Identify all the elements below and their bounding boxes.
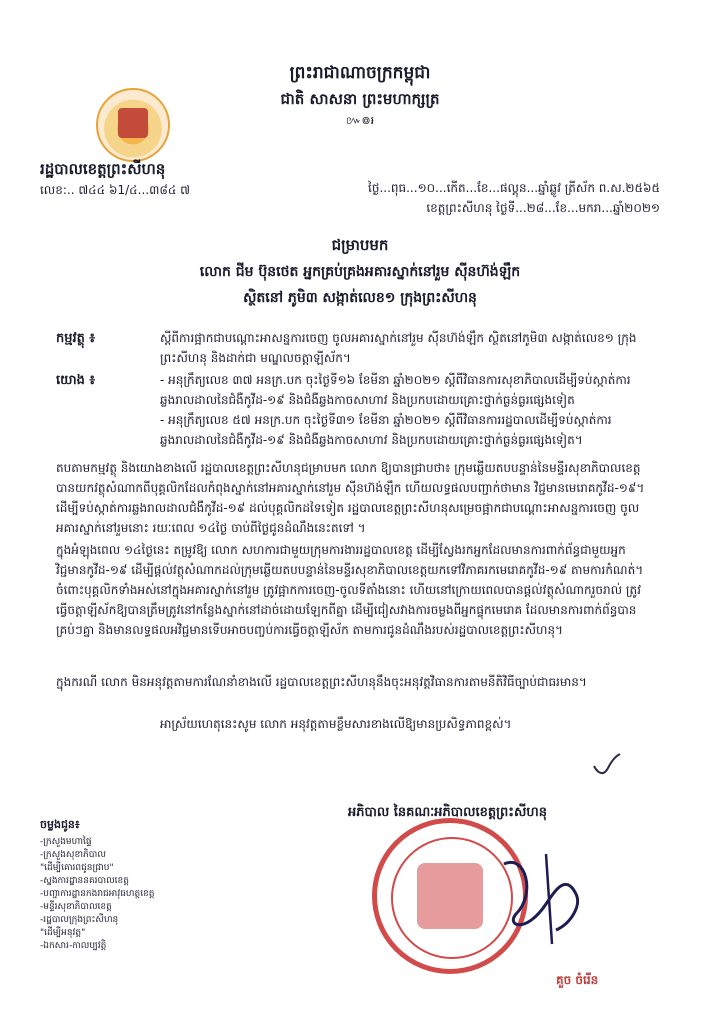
provincial-emblem-icon [96, 88, 170, 162]
lunar-date: ថ្ងៃ...ពុធ...១០...កើត...ខែ...ផល្គុន...ឆ្នាំឆ្លូវ ត្រីស័ក ព.ស.២៥៦៥ [368, 181, 660, 195]
addressee-location: ស្ថិតនៅ ភូមិ៣ សង្កាត់លេខ១ ក្រុងព្រះសីហនុ [243, 290, 477, 306]
cc-item: -ឯកសារ-កាលប្បវត្តិ [40, 941, 107, 951]
body-paragraph-1: តបតាមកម្មវត្ថុ និងយោងខាងលើ រដ្ឋបាលខេត្តព្រះសីហនុជម្រាបមក លោក ឱ្យបានជ្រាបថា៖ ក្រុមឆ្លើយតបបន្ទាន់នៃមន្ទីរសុខាភិបាលខេត្តបានយកវត្ថុសំណាកពីបុគ្គលិកដែលកំពុងស្នាក់នៅអគារស្នាក់នៅរួម ស៊ីនហ៊ង់ឡឹក ហើយលទ្ធផលបញ្ជាក់ថាមាន វិជ្ជមានមេរោគកូវីដ-១៩។ ដើម្បីទប់ស្កាត់ការឆ្លងរាលដាលជំងឺកូវីដ-១៩ ដល់បុគ្គលិកដទៃទៀត រដ្ឋបាលខេត្តព្រះសីហនុសម្រេចផ្អាកជាបណ្តោះអាសន្នការចេញ ចូលអគារស្នាក់នៅរួមនោះ រយៈពេល ១៤ថ្ងៃ ចាប់ពីថ្ងៃជូនដំណឹងនេះតទៅ ។ [56, 461, 645, 535]
signatory-title: អភិបាល នៃគណៈអភិបាលខេត្តព្រះសីហនុ [348, 805, 547, 820]
body-paragraph-3: ក្នុងករណី លោក មិនអនុវត្តតាមការណែនាំខាងលើ រដ្ឋបាលខេត្តព្រះសីហនុនឹងចុះអនុវត្តវិធានការតាមនីតិវិធីច្បាប់ជាធរមាន។ [56, 675, 587, 689]
reference-label: យោង ៖ [56, 373, 96, 388]
issuing-authority: រដ្ឋបាលខេត្តព្រះសីហនុ [40, 160, 166, 178]
cc-item: -រដ្ឋបាលក្រុងព្រះសីហនុ [40, 915, 119, 925]
cc-item: -បញ្ជាការដ្ឋានកងរាជអាវុធហត្ថខេត្ត [40, 889, 155, 899]
kingdom-heading: ព្រះរាជាណាចក្រកម្ពុជា [289, 63, 431, 83]
cc-title: ចម្លងជូន៖ [40, 818, 80, 831]
reference-item: - អនុក្រឹត្យលេខ ៥៧ អនក្រ.បក ចុះថ្ងៃទី៣១ ខែមីនា ឆ្នាំ២០២១ ស្តីពីវិធានការរដ្ឋបាលដើម្បីទប់ស្កាត់ការឆ្លងរាលដាលនៃជំងឺកូវីដ-១៩ និងជំងឺឆ្លងកាចសាហាវ និងប្រកបដោយគ្រោះថ្នាក់ធ្ងន់ធ្ងរផ្សេងទៀត។ [160, 413, 612, 447]
cc-item: -ស្នងការដ្ឋាននគរបាលខេត្ត [40, 876, 129, 886]
subject-text: ស្តីពីការផ្អាកជាបណ្តោះអាសន្នការចេញ ចូលអគារស្នាក់នៅរួម ស៊ីនហ៊ង់ឡឹក ស្ថិតនៅភូមិ៣ សង្កាត់លេខ១ ក្រុងព្រះសីហនុ និងដាក់ជា មណ្ឌលចត្តាឡីស័ក។ [160, 331, 637, 365]
cc-item: -មន្ទីរសុខាភិបាលខេត្ត [40, 902, 112, 912]
reference-item: - អនុក្រឹត្យលេខ ៣៧ អនក្រ.បក ចុះថ្ងៃទី១៦ ខែមីនា ឆ្នាំ២០២១ ស្តីពីវិធានការសុខាភិបាលដើម្បីទប់ស្កាត់ការឆ្លងរាលដាលនៃជំងឺកូវីដ-១៩ និងជំងឺឆ្លងកាចសាហាវ និងប្រកបដោយគ្រោះថ្នាក់ធ្ងន់ធ្ងរផ្សេងទៀត [160, 373, 631, 407]
cc-list [40, 836, 220, 953]
reference-number: លេខ:.. ៧៤៤ ៦1/៤...៣៨៤ ៧ [40, 183, 191, 197]
closing-line: អាស្រ័យហេតុនេះសូម លោក អនុវត្តតាមខ្លឹមសារខាងលើឱ្យមានប្រសិទ្ធភាពខ្ពស់។ [160, 717, 512, 731]
reference-list [160, 370, 660, 450]
body-paragraph-2: ក្នុងអំឡុងពេល ១៤ថ្ងៃនេះ តម្រូវឱ្យ លោក សហការជាមួយក្រុមការងាររដ្ឋបាលខេត្ត ដើម្បីស្វែងរកអ្នកដែលមានការពាក់ព័ន្ធជាមួយអ្នកវិជ្ជមានកូវីដ-១៩ ដើម្បីផ្តល់វត្ថុសំណាកដល់ក្រុមឆ្លើយតបបន្ទាន់នៃមន្ទីរសុខាភិបាលខេត្តយកទៅវិភាគរកមេរោគកូវីដ-១៩ តាមការកំណត់។ ចំពោះបុគ្គលិកទាំងអស់នៅក្នុងអគារស្នាក់នៅរួម ត្រូវផ្អាកការចេញ-ចូលទីតាំងនោះ ហើយនៅក្រោយពេលបានផ្តល់វត្ថុសំណាករួចរាល់ ត្រូវធ្វើចត្តាឡីស័កឱ្យបានត្រឹមត្រូវនៅកន្លែងស្នាក់នៅដាច់ដោយឡែកពីគ្នា ដើម្បីជៀសវាងការចម្លងពីអ្នកផ្ទុកមេរោគ ដែលមានការពាក់ព័ន្ធបានគ្រប់ៗគ្នា និងមានលទ្ធផលអវិជ្ជមានទើបអាចបញ្ចប់ការធ្វើចត្តាឡីស័ក តាមការជូនដំណឹងរបស់រដ្ឋបាលខេត្តព្រះសីហនុ។ [56, 543, 644, 637]
cc-item: "ដើម្បីគោរពជូនជ្រាប" [40, 863, 114, 873]
notice-title: ជម្រាបមក [331, 236, 389, 254]
signer-name: គួច ចំរើន [556, 973, 599, 987]
solar-date: ខេត្តព្រះសីហនុ ថ្ងៃទី...២៨...ខែ...មករា...ឆ្នាំ២០២១ [426, 201, 660, 215]
subject-label: កម្មវត្ថុ ៖ [56, 331, 96, 346]
handwritten-signature-icon [486, 834, 606, 954]
cc-item: "ដើម្បីអនុវត្ត" [40, 928, 86, 938]
nation-motto: ជាតិ សាសនា ព្រះមហាក្សត្រ [280, 90, 440, 108]
cc-item: -ក្រសួងសុខាភិបាល [40, 850, 106, 860]
addressee: លោក ជីម ប៊ុនថេត អ្នកគ្រប់គ្រងអគារស្នាក់នៅរួម ស៊ីនហ៊ង់ឡឹក [199, 264, 521, 280]
initial-mark-icon [590, 752, 622, 778]
cc-item: -ក្រសួងមហាផ្ទៃ [40, 837, 92, 847]
ornament-divider: ៚៙៛ [345, 114, 375, 127]
